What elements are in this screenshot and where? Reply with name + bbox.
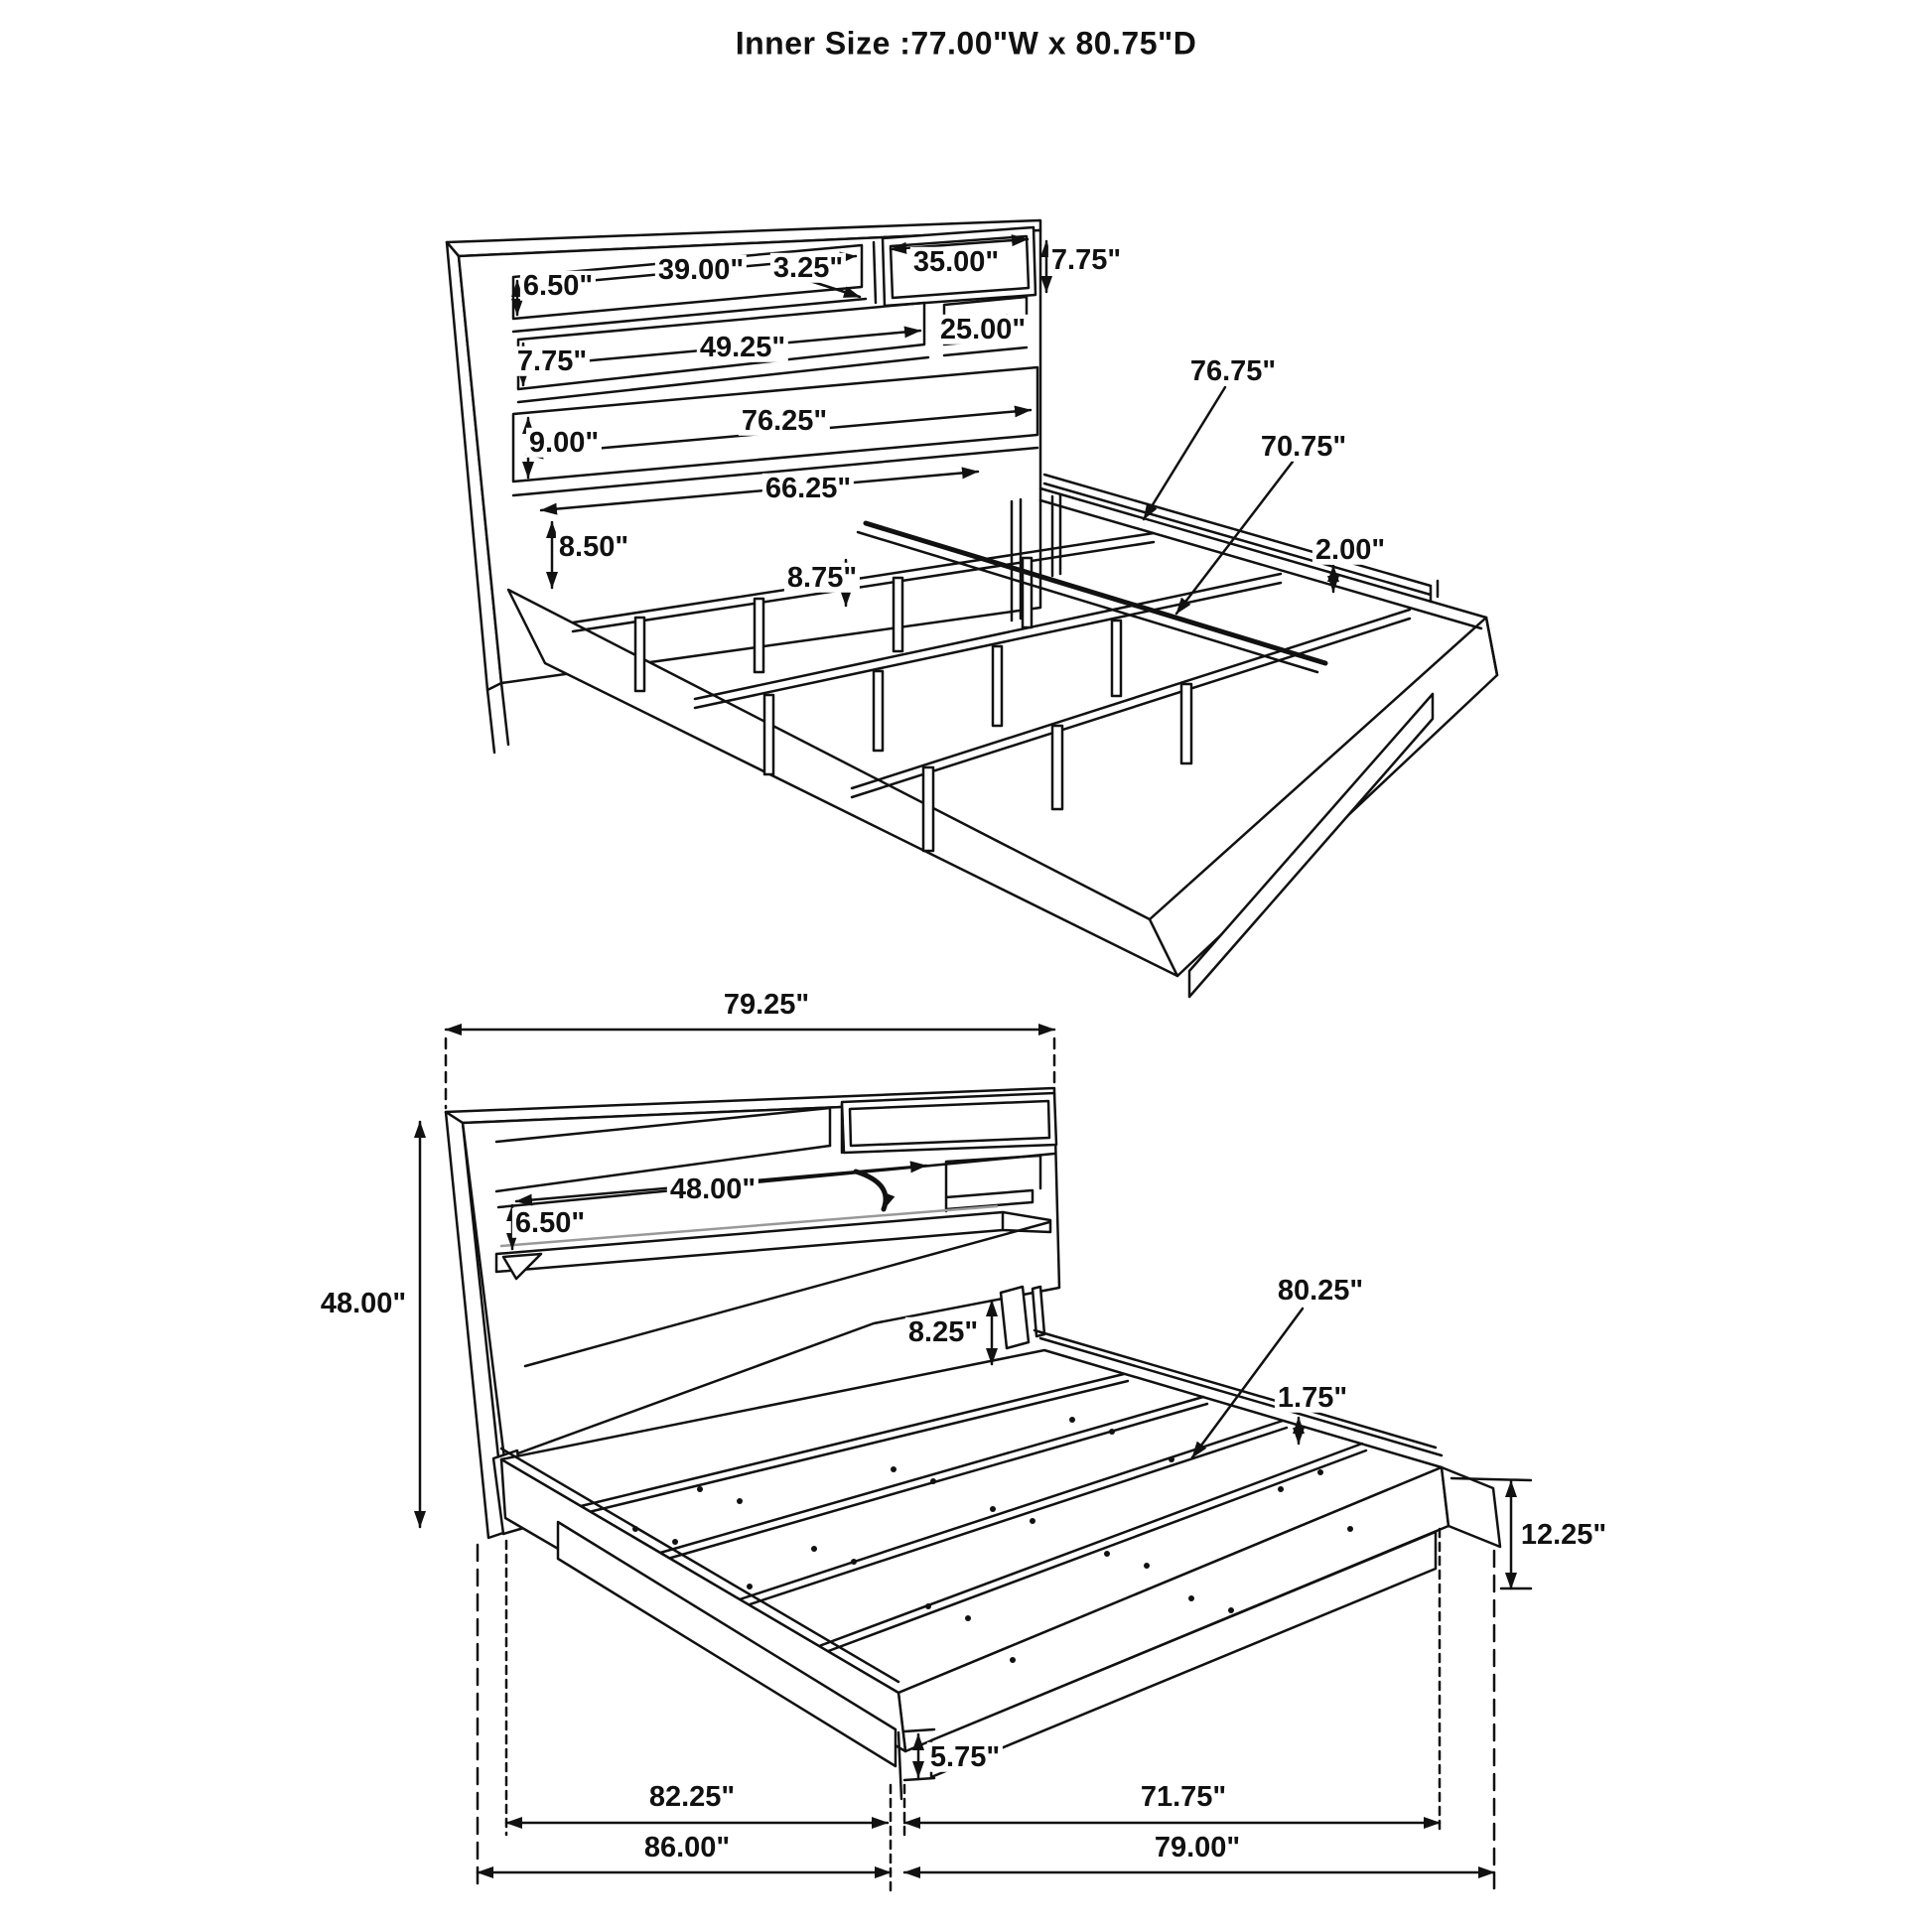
dim-label-lower-panel-height: 8.50" [556,532,631,562]
dim-label-top-shelf-width: 39.00" [655,255,747,285]
dim-label-divider-gap: 3.25" [770,253,846,283]
dim-label-top-shelf-height: 6.50" [520,271,596,301]
dim-label-base-height: 5.75" [927,1742,1003,1772]
dim-label-shelf-opening-width: 48.00" [667,1174,759,1204]
dim-label-cubby-width: 25.00" [937,315,1029,345]
dim-label-leg-height: 8.75" [784,563,860,593]
dim-label-platform-surface-depth: 80.25" [1275,1276,1366,1306]
dim-label-center-rail-length: 70.75" [1258,432,1349,462]
dim-label-door-height: 7.75" [1048,245,1124,275]
dim-label-overall-depth: 86.00" [641,1833,733,1863]
dim-label-rail-lip: 1.75" [1275,1383,1350,1413]
dim-label-headboard-width: 79.25" [721,990,812,1020]
dim-label-lower-panel-width: 66.25" [762,474,854,503]
dim-label-mid-shelf-height: 7.75" [514,346,590,376]
dim-label-headboard-clearance: 8.25" [905,1317,981,1347]
dim-label-door-width: 35.00" [910,247,1002,277]
dim-label-mid-shelf-width: 49.25" [697,333,788,362]
dim-label-panel-width: 76.25" [739,406,830,436]
dim-label-panel-height: 9.00" [526,428,602,458]
dim-label-shelf-opening-height: 6.50" [512,1208,588,1238]
dim-label-headboard-height: 48.00" [318,1289,409,1318]
dim-label-rail-lip-height: 2.00" [1312,535,1388,565]
dim-label-side-rail-span: 82.25" [646,1782,738,1812]
dim-label-platform-height: 12.25" [1518,1520,1609,1550]
dim-label-inner-platform-width: 71.75" [1138,1782,1229,1812]
page-title: Inner Size :77.00"W x 80.75"D [735,25,1197,62]
dim-label-side-rail-length: 76.75" [1187,356,1279,386]
dim-label-overall-width: 79.00" [1152,1833,1243,1863]
top-diagram-bed-drawing [420,220,1531,1892]
